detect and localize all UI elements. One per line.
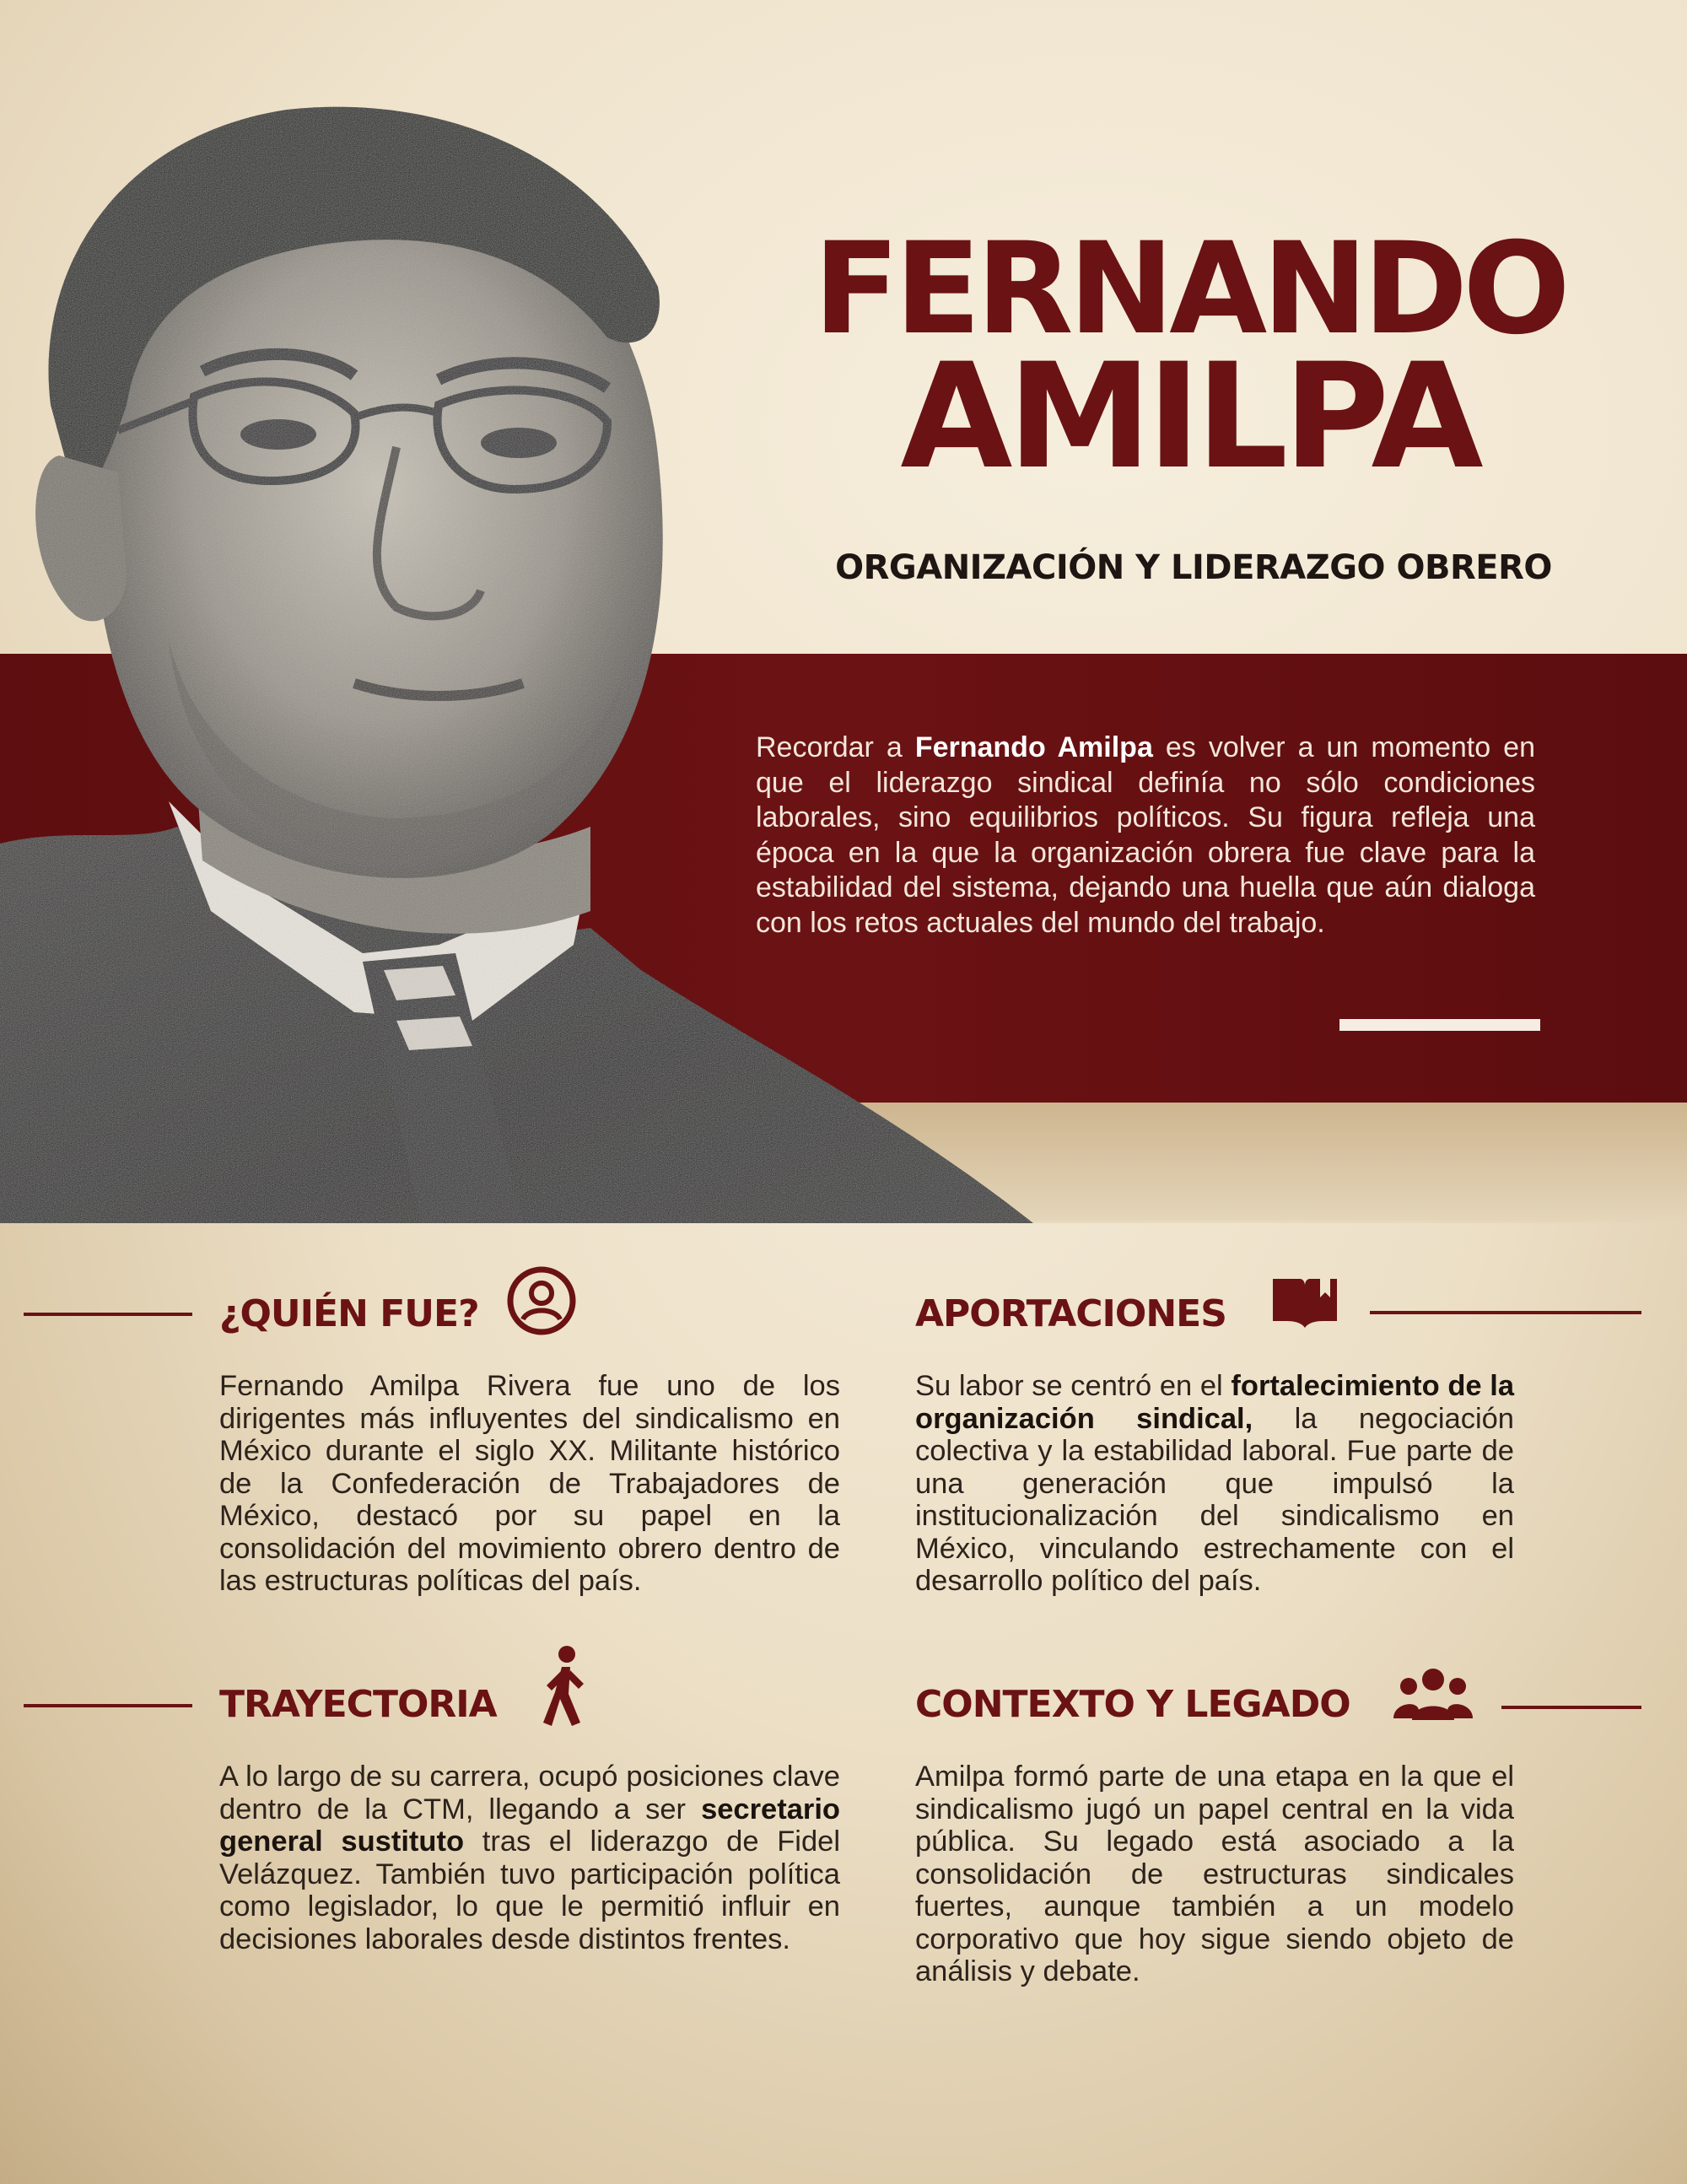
intro-text-start: Recordar a [756,731,915,763]
section-title-aportaciones: APORTACIONES [915,1292,1226,1335]
trayectoria-bold: secretario general sustituto [219,1793,840,1858]
aportaciones-bold: fortalecimiento de la organización sindical, [915,1370,1515,1435]
section-rule [1370,1311,1641,1314]
section-body-quien: Fernando Amilpa Rivera fue uno de los dirigentes más influyentes del sindicalismo en México durante el siglo XX. Militante histórico de la Confederación de Trabajadores de México, destacó por su papel en la consolidación del movimiento obrero dentro de las estructuras políticas del país. [219,1370,840,1597]
section-title-trayectoria: TRAYECTORIA [219,1683,497,1726]
page-subtitle: ORGANIZACIÓN Y LIDERAZGO OBRERO [835,548,1552,587]
intro-paragraph [756,731,1535,941]
section-body-aportaciones [915,1370,1514,1598]
user-circle-icon [506,1265,577,1336]
intro-name-bold: Fernando Amilpa [914,731,1153,763]
section-rule [1501,1706,1641,1709]
section-body-trayectoria [219,1761,840,1955]
section-rule [24,1313,192,1316]
open-book-icon [1269,1275,1340,1331]
trayectoria-text-end: tras el liderazgo de Fidel Velázquez. También tuvo participación política como legislador, lo que le permitió influir en decisiones laborales desde distintos frentes. [219,1825,840,1955]
title-first-name: FERNANDO [813,216,1566,363]
aportaciones-text-start: Su labor se centró en el [915,1370,1232,1402]
section-rule [24,1704,192,1707]
walking-person-icon [536,1645,590,1729]
accent-bar [1339,1019,1540,1031]
intro-text-end: es volver a un momento en que el liderazgo sindical definía no sólo condiciones laborales, sino equilibrios políticos. Su figura refleja una época en la que la organización obrera fue clave para la estabilidad del sistema, dejando una huella que aún dialoga con los retos actuales del mundo del trabajo. [756,731,1535,939]
aportaciones-text-end: la negociación colectiva y la estabilidad laboral. Fue parte de una generación que impulsó la institucionalización del sindicalismo en México, vinculando estrechamente con el desarrollo político del país. [915,1402,1514,1597]
section-body-contexto: Amilpa formó parte de una etapa en la que el sindicalismo jugó un papel central en la vida pública. Su legado está asociado a la consolidación de estructuras sindicales fuertes, aunque también a un modelo corporativo que hoy sigue siendo objeto de análisis y debate. [915,1761,1514,1987]
trayectoria-text-start: A lo largo de su carrera, ocupó posiciones clave dentro de la CTM, llegando a ser [219,1761,840,1825]
section-title-quien: ¿QUIÉN FUE? [219,1292,479,1335]
group-people-icon [1393,1666,1473,1725]
section-title-contexto: CONTEXTO Y LEGADO [915,1683,1350,1726]
title-last-name: AMILPA [900,332,1479,501]
